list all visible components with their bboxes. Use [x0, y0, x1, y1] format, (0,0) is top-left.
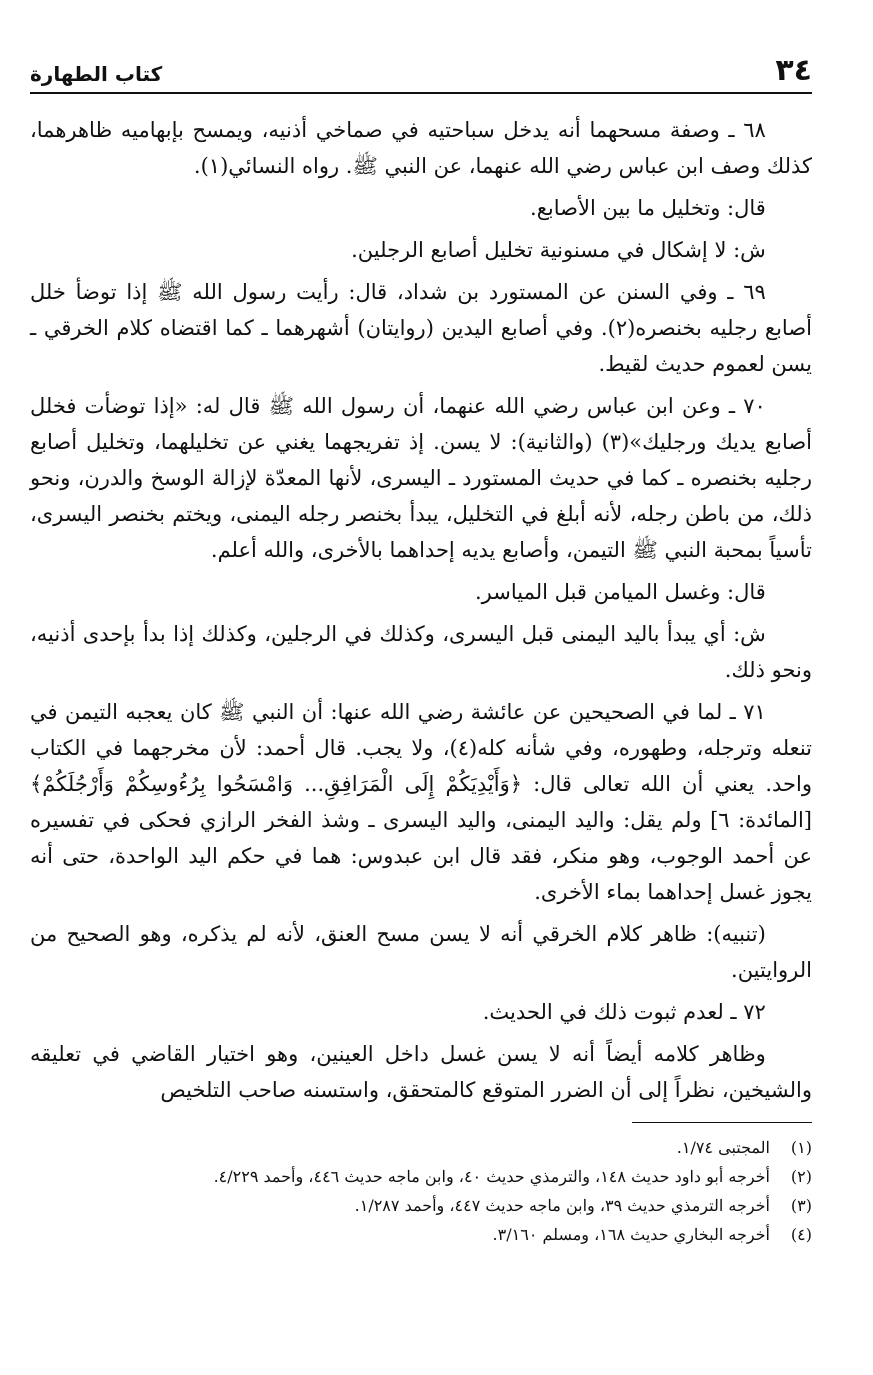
paragraph: ٦٩ ـ وفي السنن عن المستورد بن شداد، قال: رأيت رسول الله ﷺ إذا توضأ خلل أصابع رجليه بخنصره(٢). وفي أصابع اليدين (روايتان) أشهرهما ـ كما اقتضاه كلام الخرقي ـ يسن لعموم حديث لقيط.: [30, 280, 813, 376]
page-header: [30, 48, 812, 94]
paragraph: قال: وتخليل ما بين الأصابع.: [530, 196, 766, 220]
paragraph: ٦٨ ـ وصفة مسحهما أنه يدخل سباحتيه في صماخي أذنيه، ويمسح بإبهاميه ظاهرهما، كذلك وصف ابن عباس رضي الله عنهما، عن النبي ﷺ. رواه النسائي(١).: [30, 118, 812, 178]
footnote-text: المجتبى ١/٧٤.: [676, 1138, 770, 1157]
footnote: [30, 1162, 812, 1191]
footnote: [30, 1220, 812, 1249]
paragraph: ٧٢ ـ لعدم ثبوت ذلك في الحديث.: [482, 1000, 766, 1024]
paragraph: ش: لا إشكال في مسنونية تخليل أصابع الرجلين.: [351, 238, 766, 262]
footnote-mark: (٤): [790, 1225, 812, 1244]
book-page: [30, 48, 812, 1348]
paragraph: ٧١ ـ لما في الصحيحين عن عائشة رضي الله عنها: أن النبي ﷺ كان يعجبه التيمن في تنعله وترجله، وطهوره، وفي شأنه كله(٤)، ولا يجب. قال أحمد: لأن مخرجهما في الكتاب واحد. يعني أن الله تعالى قال: ﴿وَأَيْدِيَكُمْ إِلَى الْمَرَافِقِ... وَامْسَحُوا بِرُءُوسِكُمْ وَأَرْجُلَكُمْ﴾ [المائدة: ٦] ولم يقل: واليد اليمنى، واليد اليسرى ـ وشذ الفخر الرازي فحكى في تفسيره عن أحمد الوجوب، وهو منكر، فقد قال ابن عبدوس: هما في حكم اليد الواحدة، حتى أنه يجوز غسل إحداهما بماء الأخرى.: [30, 700, 812, 904]
running-title: كتاب الطهارة: [30, 62, 163, 86]
footnote-mark: (١): [790, 1138, 812, 1157]
footnote-mark: (٣): [790, 1196, 812, 1215]
footnote-text: أخرجه البخاري حديث ١٦٨، ومسلم ٣/١٦٠.: [492, 1225, 770, 1244]
paragraph: ٧٠ ـ وعن ابن عباس رضي الله عنهما، أن رسول الله ﷺ قال له: «إذا توضأت فخلل أصابع يديك ورجليك»(٣) (والثانية): لا يسن. إذ تفريجهما يغني عن تخليلهما، وتخليل أصابع رجليه بخنصره ـ كما في حديث المستورد ـ اليسرى، لأنها المعدّة لإزالة الوسخ والدرن، ونحو ذلك، من باطن رجله، لأنه أبلغ في التخليل، يبدأ بخنصر رجله اليمنى، ويختم بخنصر اليسرى، تأسياً بمحبة النبي ﷺ التيمن، وأصابع يديه إحداهما بالأخرى، والله أعلم.: [30, 394, 813, 562]
paragraph: (تنبيه): ظاهر كلام الخرقي أنه لا يسن مسح العنق، لأنه لم يذكره، وهو الصحيح من الروايتين.: [30, 922, 812, 982]
footnote: [30, 1191, 812, 1220]
page-number: ٣٤: [775, 53, 812, 88]
footnote: [30, 1133, 812, 1162]
paragraph: وظاهر كلامه أيضاً أنه لا يسن غسل داخل العينين، وهو اختيار القاضي في تعليقه والشيخين، نظراً إلى أن الضرر المتوقع كالمتحقق، واستسنه صاحب التلخيص: [30, 1042, 812, 1102]
footnotes: [30, 1133, 812, 1249]
body-text: [30, 112, 812, 1108]
footnote-mark: (٢): [790, 1167, 812, 1186]
paragraph: ش: أي يبدأ باليد اليمنى قبل اليسرى، وكذلك في الرجلين، وكذلك إذا بدأ بإحدى أذنيه، ونحو ذلك.: [30, 622, 812, 682]
footnote-divider: [632, 1122, 812, 1123]
footnote-text: أخرجه الترمذي حديث ٣٩، وابن ماجه حديث ٤٤٧، وأحمد ١/٢٨٧.: [354, 1196, 770, 1215]
paragraph: قال: وغسل الميامن قبل المياسر.: [474, 580, 766, 604]
footnote-text: أخرجه أبو داود حديث ١٤٨، والترمذي حديث ٤٠، وابن ماجه حديث ٤٤٦، وأحمد ٤/٢٢٩.: [213, 1167, 770, 1186]
